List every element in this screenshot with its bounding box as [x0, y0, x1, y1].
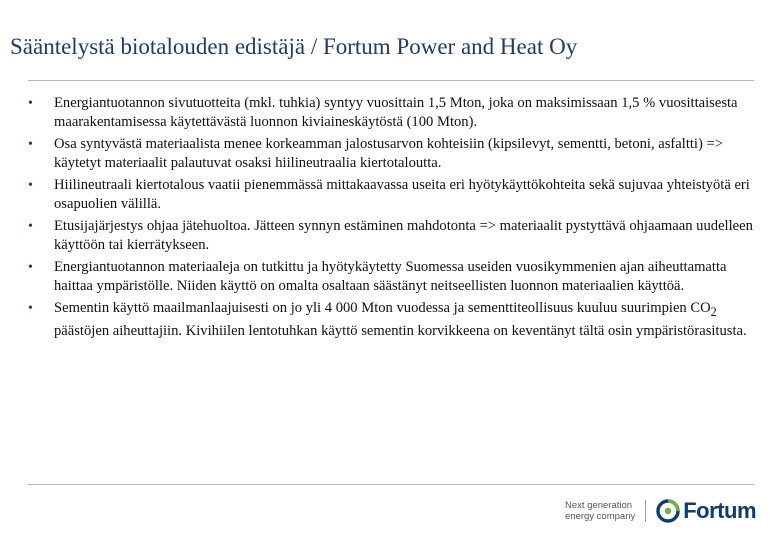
- bullet-marker: •: [28, 260, 33, 275]
- bullet-marker: •: [28, 301, 33, 316]
- bullet-text-part: Sementin käyttö maailmanlaajuisesti on jo yli 4 000 Mton vuodessa ja sementtiteollisuus kuuluu suurimpien CO: [54, 300, 711, 316]
- bullet-text: Etusijajärjestys ohjaa jätehuoltoa. Jätteen synnyn estäminen mahdotonta => materiaalit pystyttävä ohjaamaan uudelleen käyttöön tai kierrätykseen.: [54, 218, 753, 253]
- bullet-text: [54, 300, 747, 339]
- bullet-item: [28, 135, 768, 173]
- company-tagline: Next generation energy company: [565, 500, 646, 522]
- bullet-item: [28, 258, 768, 296]
- bullet-text-part: päästöjen aiheuttajiin. Kivihiilen lentotuhkan käyttö sementin korvikkeena on keventänyt tältä osin ympäristörasitusta.: [54, 322, 747, 339]
- bullet-text: Hiilineutraali kiertotalous vaatii pienemmässä mittakaavassa useita eri hyötykäyttökohteita sekä sujuvaa yhteistyötä eri osapuolien välillä.: [54, 177, 750, 212]
- bullet-text: Energiantuotannon materiaaleja on tutkittu ja hyötykäytetty Suomessa useiden vuosikymmenien ajan aiheuttamatta haittaa ympäristölle. Niiden käyttö on omalta osaltaan säästänyt neitseellisten luonnon materiaalien käyttöä.: [54, 259, 727, 294]
- bullet-item: [28, 176, 768, 214]
- co2-subscript: 2: [710, 304, 717, 319]
- bullet-item: [28, 217, 768, 255]
- bullet-item: [28, 94, 768, 132]
- bullet-list: [28, 94, 768, 344]
- logo-wordmark: Fortum: [683, 498, 756, 523]
- bullet-marker: •: [28, 96, 33, 111]
- bullet-item: [28, 299, 768, 341]
- bullet-marker: •: [28, 178, 33, 193]
- bullet-marker: •: [28, 137, 33, 152]
- bullet-text: Osa syntyvästä materiaalista menee korkeamman jalostusarvon kohteisiin (kipsilevyt, sementti, betoni, asfaltti) => käytetyt materiaalit palautuvat osaksi hiilineutraalia kiertotaloutta.: [54, 136, 723, 171]
- fortum-logo-icon: [656, 499, 680, 523]
- title-divider: [28, 80, 754, 81]
- footer: [565, 498, 756, 524]
- footer-divider: [28, 484, 754, 485]
- bullet-marker: •: [28, 219, 33, 234]
- slide-title: Sääntelystä biotalouden edistäjä / Fortum Power and Heat Oy: [10, 34, 578, 59]
- bullet-text: Energiantuotannon sivutuotteita (mkl. tuhkia) syntyy vuosittain 1,5 Mton, joka on maksimissaan 1,5 % vuosittaisesta maarakentamisessa käytettävästä luonnon kiviaineskäytöstä (100 Mton).: [54, 95, 738, 130]
- fortum-logo: [656, 498, 756, 524]
